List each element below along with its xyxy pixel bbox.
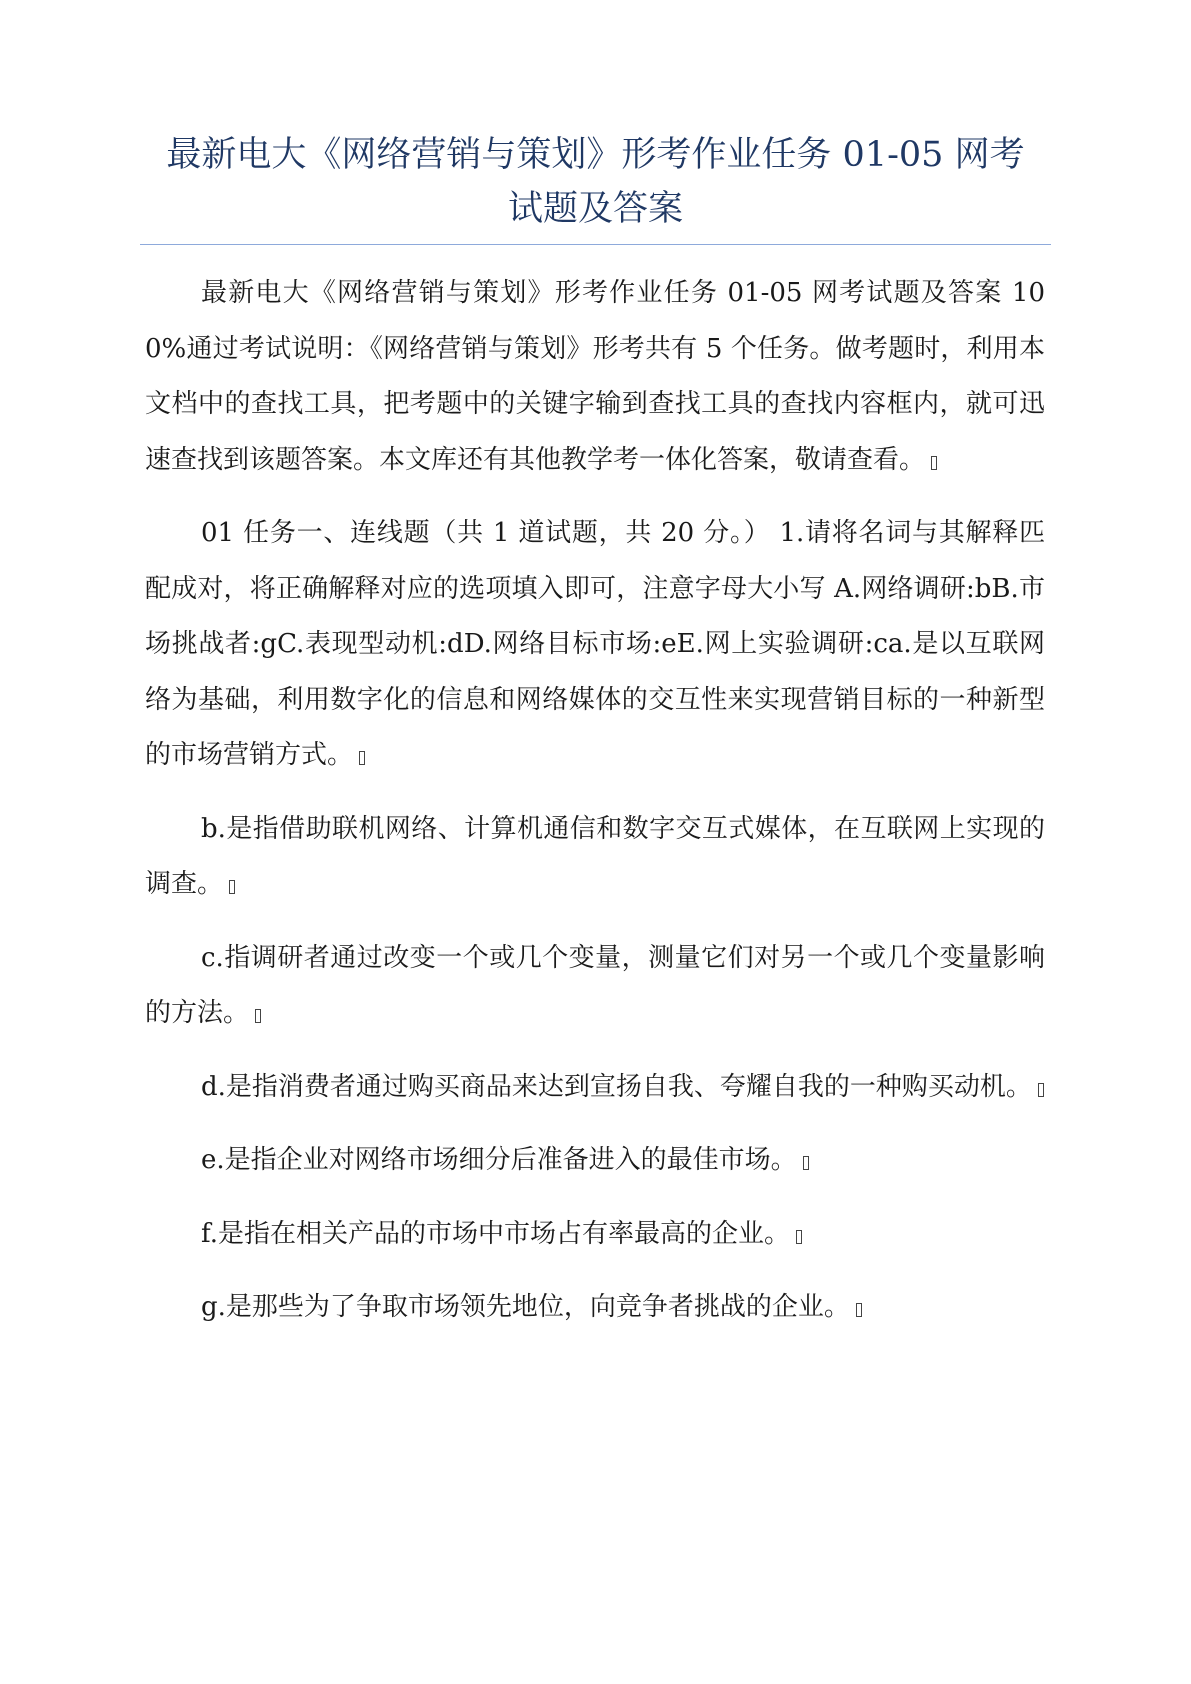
paragraph-text: b.是指借助联机网络、计算机通信和数字交互式媒体，在互联网上实现的调查。	[145, 813, 1045, 899]
paragraph-mark-icon	[229, 880, 235, 894]
paragraph-text: d.是指消费者通过购买商品来达到宣扬自我、夸耀自我的一种购买动机。	[201, 1071, 1032, 1102]
paragraph-option-c	[145, 931, 1045, 1042]
paragraph-mark-icon	[856, 1303, 862, 1317]
document-body	[145, 266, 1045, 1354]
paragraph-text: e.是指企业对网络市场细分后准备进入的最佳市场。	[201, 1145, 797, 1175]
title-line-1: 最新电大《网络营销与策划》形考作业任务 01-05 网考	[166, 135, 1025, 175]
paragraph-option-b	[145, 802, 1045, 913]
paragraph-text: 最新电大《网络营销与策划》形考作业任务 01-05 网考试题及答案 100%通过考试说明：《网络营销与策划》形考共有 5 个任务。做考题时，利用本文档中的查找工具，把考题中的关键字输到查找工具的查找内容框内，就可迅速查找到该题答案。本文库还有其他教学考一体化答案，敬请查看。	[145, 278, 1045, 475]
paragraph-intro	[145, 266, 1045, 488]
paragraph-mark-icon	[803, 1156, 809, 1170]
paragraph-option-d	[145, 1060, 1045, 1116]
paragraph-option-e	[145, 1133, 1045, 1189]
paragraph-option-g	[145, 1280, 1045, 1336]
paragraph-mark-icon	[255, 1009, 261, 1023]
paragraph-task-one	[145, 506, 1045, 784]
paragraph-option-f	[145, 1207, 1045, 1263]
title-line-2: 试题及答案	[507, 189, 683, 229]
paragraph-mark-icon	[1038, 1083, 1044, 1097]
paragraph-mark-icon	[796, 1230, 802, 1244]
paragraph-mark-icon	[359, 751, 365, 765]
document-title	[140, 128, 1051, 236]
paragraph-text: 01 任务一、连线题（共 1 道试题，共 20 分。） 1.请将名词与其解释匹配成对，将正确解释对应的选项填入即可，注意字母大小写 A.网络调研:bB.市场挑战者:gC.表现型动机:dD.网络目标市场:eE.网上实验调研:ca.是以互联网络为基础，利用数字化的信息和网络媒体的交互性来实现营销目标的一种新型的市场营销方式。	[145, 518, 1045, 770]
paragraph-text: c.指调研者通过改变一个或几个变量，测量它们对另一个或几个变量影响的方法。	[145, 942, 1045, 1028]
paragraph-text: f.是指在相关产品的市场中市场占有率最高的企业。	[201, 1218, 790, 1249]
title-divider	[140, 244, 1051, 245]
paragraph-text: g.是那些为了争取市场领先地位，向竞争者挑战的企业。	[201, 1292, 850, 1322]
paragraph-mark-icon	[931, 456, 937, 470]
